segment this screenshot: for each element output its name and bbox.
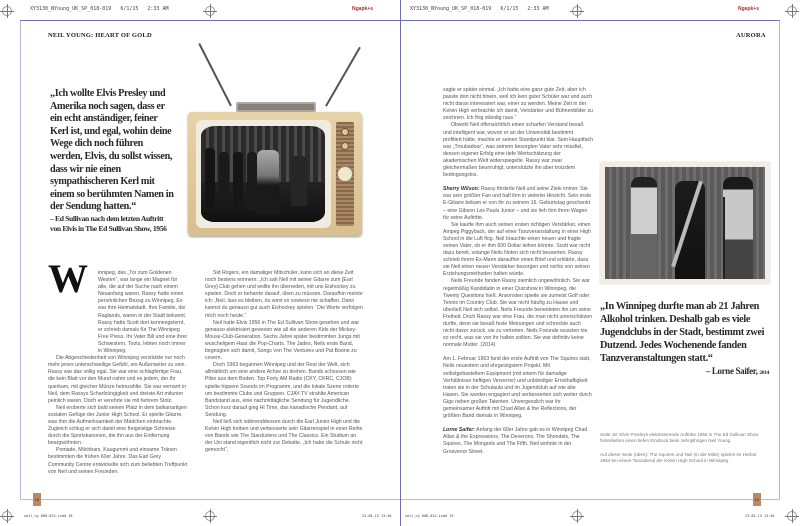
caption-page-18: Seite 18: Elvis Presleys elektrisierende Auftritte 1956 in The Ed Sullivan Show hinterließen einen tiefen Eindruck beim zehnjährigen Neil Young.: [600, 432, 759, 443]
body-column-left-2: [205, 270, 365, 454]
slug-time: 2:33 AM: [147, 6, 169, 12]
bottom-slug-left-date: 23.05.15 13:46: [362, 514, 392, 518]
tv-knob-icon: [341, 128, 349, 136]
registration-mark-icon: [205, 6, 215, 16]
band-member: [219, 152, 229, 210]
paragraph: Neils Freunde fanden Rassy ziemlich ungewöhnlich. Sie war regelmäßig Kandidatin in einer Quizshow in Winnipeg, die Twenty Questions hieß. Ansonsten spielte sie zumeist Golf oder Tennis im Country Club. Sie war nicht häufig zu Hause und überließ Neil sich selbst. Neils Freunde beneideten ihn um seine Freiheit. Doch Rassy war eine Frau, die man nicht unterschätzen durfte, denn sie besaß feste Meinungen und schreckte auch nicht davor zurück, sie zu vertreten. Neils Freunde wussten nie so recht, was sie von ihr halten sollten. Sie war definitiv keine normale Mutter. (2014): [443, 278, 593, 349]
speaker-text: Anfang der 60er Jahre gab es in Winnipeg Chad Allan & the Expressions, The Deverons, The Shondels, The Squires, The Mongrels und The Fifth. Neil wohnte in der Grosvenor Street.: [443, 427, 588, 455]
elvis-figure: [257, 150, 279, 214]
drop-cap: W: [48, 256, 88, 301]
registration-mark-icon: [2, 511, 12, 521]
paragraph: Doch 1963 begannen Winnipeg und der Rest der Welt, sich allmählich um eine andere Achse zu drehen. Bands schossen wie Pilze aus dem Boden. Top Forty AM Radio (CKY, CKRC, CJOB) spielte hippere Sounds im Programm, und die lokale Szene rotierte um bestimmte Clubs und Gruppen. CJAY-TV strahlte American Bandstand aus, eine nachmittägliche Sendung für Jugendliche. Schon kurz darauf ging Hi Time, das kanadische Pendant, auf Sendung.: [205, 362, 359, 418]
tv-knob-icon: [341, 142, 349, 150]
band-member: [205, 148, 215, 208]
slug-file: XY3130_NYoung_UK_SP_018-019: [30, 6, 112, 12]
speaker-label: Lorne Saifer:: [443, 427, 475, 434]
paragraph: Sid Rogers, ein damaliger Mitschüler, kann sich an diese Zeit noch bestens erinnern: „Ich sah Neil mit seiner Gitarre zum [Earl Grey] Club gehen und wollte ihn überreden, mit uns Eishockey zu spielen. Doch er beharrte darauf, üben zu müssen. Daraufhin meinte ich: ‚Neil, lass es bleiben, du wirst es sowieso nie schaffen. Dann kannst du genauso gut auch Eishockey spielen.‘ Die Worte verfolgen mich noch heute.“: [205, 270, 363, 319]
paragraph: Am 1. Februar 1963 fand der erste Auftritt von The Squires statt, Neils neuestem und ehrgeizigstem Projekt. Mit selbstgebasteltem Equipment (mit einem für damalige Verhältnisse heftigen Verzerrer) und unbändiger Ernsthaftigkeit traten sie in der Schulaula und im Jugendclub auf wie alte Hasen. Sie wurden engagiert und verbesserten sich weiter durch Gigs neben großen Talenten. Unvergesslich war ihr gemeinsamer Auftritt mit Chad Allan & the Reflections, der größten Band damals in Winnipeg.: [443, 356, 592, 420]
paragraph: Neil hatte Elvis 1956 in The Ed Sullivan Show gesehen und war genauso elektrisiert gewesen wie all die anderen Kids der Mickey-Mouse-Club-Generation. Sechs Jahre später bestimmten Jungs mit wuscheligem Haar die Pop-Charts. The Jades, Neils erste Band, begnügten sich damit, Songs von The Ventures und Pat Boone zu covern.: [205, 319, 360, 362]
paragraph: Sie kaufte ihm auch seinen ersten richtigen Verstärker, einen Ampeg Piggyback, der auf einer Tanzveranstaltung in einer High School in die Luft flog. Neil brauchte einen neuen und fragte seinen Vater, ob er ihm 600 Dollar leihen könnte. Scott war nicht dazu bereit, solange Neils Noten sich nicht besserten. Rassy schrieb ihrem Ex-Mann daraufhin einen Brief und erklärte, dass sie Neil einen neuen Verstärker besorgen und nichts von seinen Erziehungsmethoden halten würde.: [443, 221, 591, 278]
interview-paragraph: [443, 186, 593, 221]
speaker-text: Rassy förderte Neil und seine Ziele immer. Sie war sein größter Fan und half ihm in vielerlei Hinsicht. Sein erste E-Gitarre bekam er von ihr zu seinem 16. Geburtstag geschenkt – eine Gibson Les Pauls Junior – und sie lieh ihm ihren Wagen für seine Auftritte.: [443, 186, 592, 221]
quote-attribution-name: – Lorne Saifer,: [705, 366, 758, 376]
paragraph: sagte er später einmal. „Ich hatte eine ganz gute Zeit, aber ich passte dort nicht hinein, weil ich kein guter Schüler war und auch nicht daran interessiert war, einer zu werden. Meine Zeit in der Kelvin High verbrachte ich damit, Verstärker und Bühnenbilder zu zeichnen. Ich flog ständig raus.“: [443, 87, 593, 122]
tv-antenna-right: [325, 47, 360, 107]
paragraph: Die Abgeschiedenheit von Winnipeg verstärkte nur noch mehr jenes unterschwellige Gefühl, ein Außenseiter zu sein. Rassy war das völlig egal. Sie war eine schlagfertige Frau, die kein Blatt vor den Mund nahm und es jedem, der ihr querkam, mit gleicher Münze heimzahlte. Sie war vernarrt in Neil, dem Rassys Scharfzüngigkeit und dreiste Art mitunter peinlich waren. Doch er verehrte sie mit hehrem Stolz.: [48, 355, 187, 404]
registration-mark-icon: [787, 6, 797, 16]
paragraph: Obwohl Neil offensichtlich einen scharfen Verstand besaß und intelligent war, wovon er an der Universität bestimmt profitiert hätte, machte er seinen Standpunkt klar. Sein Hauptfach war „Troubadour“, was seinem besorgten Vater sehr missfiel, dessen eigener Erfolg eine tiefe Wertschätzung der akademischen Welt widerspiegelte. Rassy war zwar gleichermaßen beunruhigt, unterstützte ihn aber trotzdem bedingungslos.: [443, 122, 593, 179]
microphone-stand: [723, 197, 725, 279]
bottom-slug-left-file: neil_ny 008-024.indd 18: [24, 514, 73, 518]
quote-text: „In Winnipeg durfte man ab 21 Jahren Alkohol trinken. Deshalb gab es viele Jugendclubs in der Stadt, bestimmt zwei Dutzend. Jedes Wochenende fanden Tanzveranstaltungen statt.“: [600, 301, 765, 364]
photo-image: [605, 167, 765, 279]
musician-figure: [723, 177, 753, 279]
band-member: [247, 152, 257, 210]
tv-screen: [201, 126, 325, 222]
registration-mark-icon: [205, 511, 215, 521]
tv-body: [188, 112, 362, 236]
registration-mark-icon: [2, 6, 12, 16]
slug-brand: Ngapk+s: [352, 6, 373, 12]
slug-date: 6/1/15: [500, 6, 519, 12]
bottom-slug-right-file: neil_ny 008-024.indd 19: [405, 514, 454, 518]
paragraph: Neil eroberte sich bald seinen Platz in dem balkanartigen sozialen Gefüge der Junior High School. Er spielte Gitarre, was ihm die Aufmerksamkeit der Mädchen einbrachte. Zugleich schlug er sich damit eine freigeistige Schneise durch die Sportskanonen, die ihn aus der Entfernung beargwöhnten.: [48, 404, 187, 447]
paragraph: innipeg, das „Tor zum Goldenen Westen“, war lange ein Magnet für alle, die auf der Suche nach einem Neuanfang waren. Rassy hatte einen persönlichen Bezug zu Winnipeg. Es war ihre Heimatstadt. Ihre Familie, die Raglands, waren in der Stadt bekannt. Rassy hatte Scott dort kennengelernt, er schrieb damals für The Winnipeg Free Press. Ihr Vater Bill und eine ihrer Schwestern, Toots, lebten noch immer in Winnipeg.: [98, 270, 188, 355]
spine-line: [400, 0, 401, 526]
pull-quote-left: [50, 88, 175, 233]
body-column-right: [443, 87, 593, 456]
band-member: [291, 156, 307, 206]
quote-text: „Ich wollte Elvis Presley und Amerika noch sagen, dass er ein echt anständiger, feiner Kerl ist, und egal, wohin deine Wege dich noch führen werden, Elvis, du sollst wissen, dass wir nie einen sympathischeren Kerl mit einem so berühmten Namen in der Sendung hatten.“: [50, 88, 174, 213]
page-number-right: 19: [753, 493, 761, 506]
musician-figure: [675, 181, 705, 279]
tv-handle: [236, 102, 316, 112]
slug-right: [410, 6, 548, 12]
interview-paragraph: [443, 427, 593, 455]
body-column-left-1: [48, 270, 188, 476]
quote-attribution: [600, 365, 775, 380]
slug-file: XY3130_NYoung_UK_SP_018-019: [410, 6, 492, 12]
slug-time: 2:33 AM: [527, 6, 549, 12]
slug-date: 6/1/15: [120, 6, 139, 12]
speaker-label: Sherry Wilson:: [443, 186, 480, 193]
caption-page-19: Auf dieser Seite (oben): The Squires und Neil (in der Mitte) spielen im Herbst 1964 bei einem Tanzabend der Kelvin High School in Winnipeg.: [600, 452, 757, 463]
quote-year: 2014: [759, 370, 769, 376]
slug-left: [30, 6, 168, 12]
running-head-right: AURORA: [736, 32, 766, 39]
registration-mark-icon: [572, 6, 582, 16]
tv-elvis-image: [180, 42, 360, 242]
pull-quote-right: [600, 300, 775, 380]
slug-brand: Ngapk+s: [738, 6, 759, 12]
paragraph: Pomade, Milchbars, Kaugummi und einsame Tränen bestimmten die frühen 60er Jahre. Das Earl Grey Community Centre entwickelte sich zum beliebten Treffpunkt von Neil und seinen Freunden.: [48, 447, 188, 475]
bottom-slug-right-date: 23.05.15 13:46: [745, 514, 775, 518]
tv-dial-icon: [337, 166, 353, 182]
tv-bezel: [196, 120, 331, 228]
musician-figure: [631, 177, 657, 279]
tv-antenna-left: [198, 43, 231, 106]
quote-attribution: – Ed Sullivan nach dem letzten Auftritt von Elvis in The Ed Sullivan Show, 1956: [50, 213, 167, 233]
page-number-left: 18: [33, 493, 41, 506]
registration-mark-icon: [572, 511, 582, 521]
running-head-left: NEIL YOUNG: HEART OF GOLD: [48, 32, 152, 39]
paragraph: Neil ließ sich währenddessen durch die Earl Junior High und die Kelvin High treiben und verbesserte sein Gitarrenspiel in einer Reihe von Bands wie The Stardusters und The Classics. Ein Studium an der Uni stand eigentlich nicht zur Debatte. „Ich habe die Schule nicht gemocht“,: [205, 418, 363, 454]
tv-control-panel: [336, 122, 354, 226]
band-member: [233, 152, 243, 210]
squires-photo: [600, 162, 770, 284]
registration-mark-icon: [787, 511, 797, 521]
